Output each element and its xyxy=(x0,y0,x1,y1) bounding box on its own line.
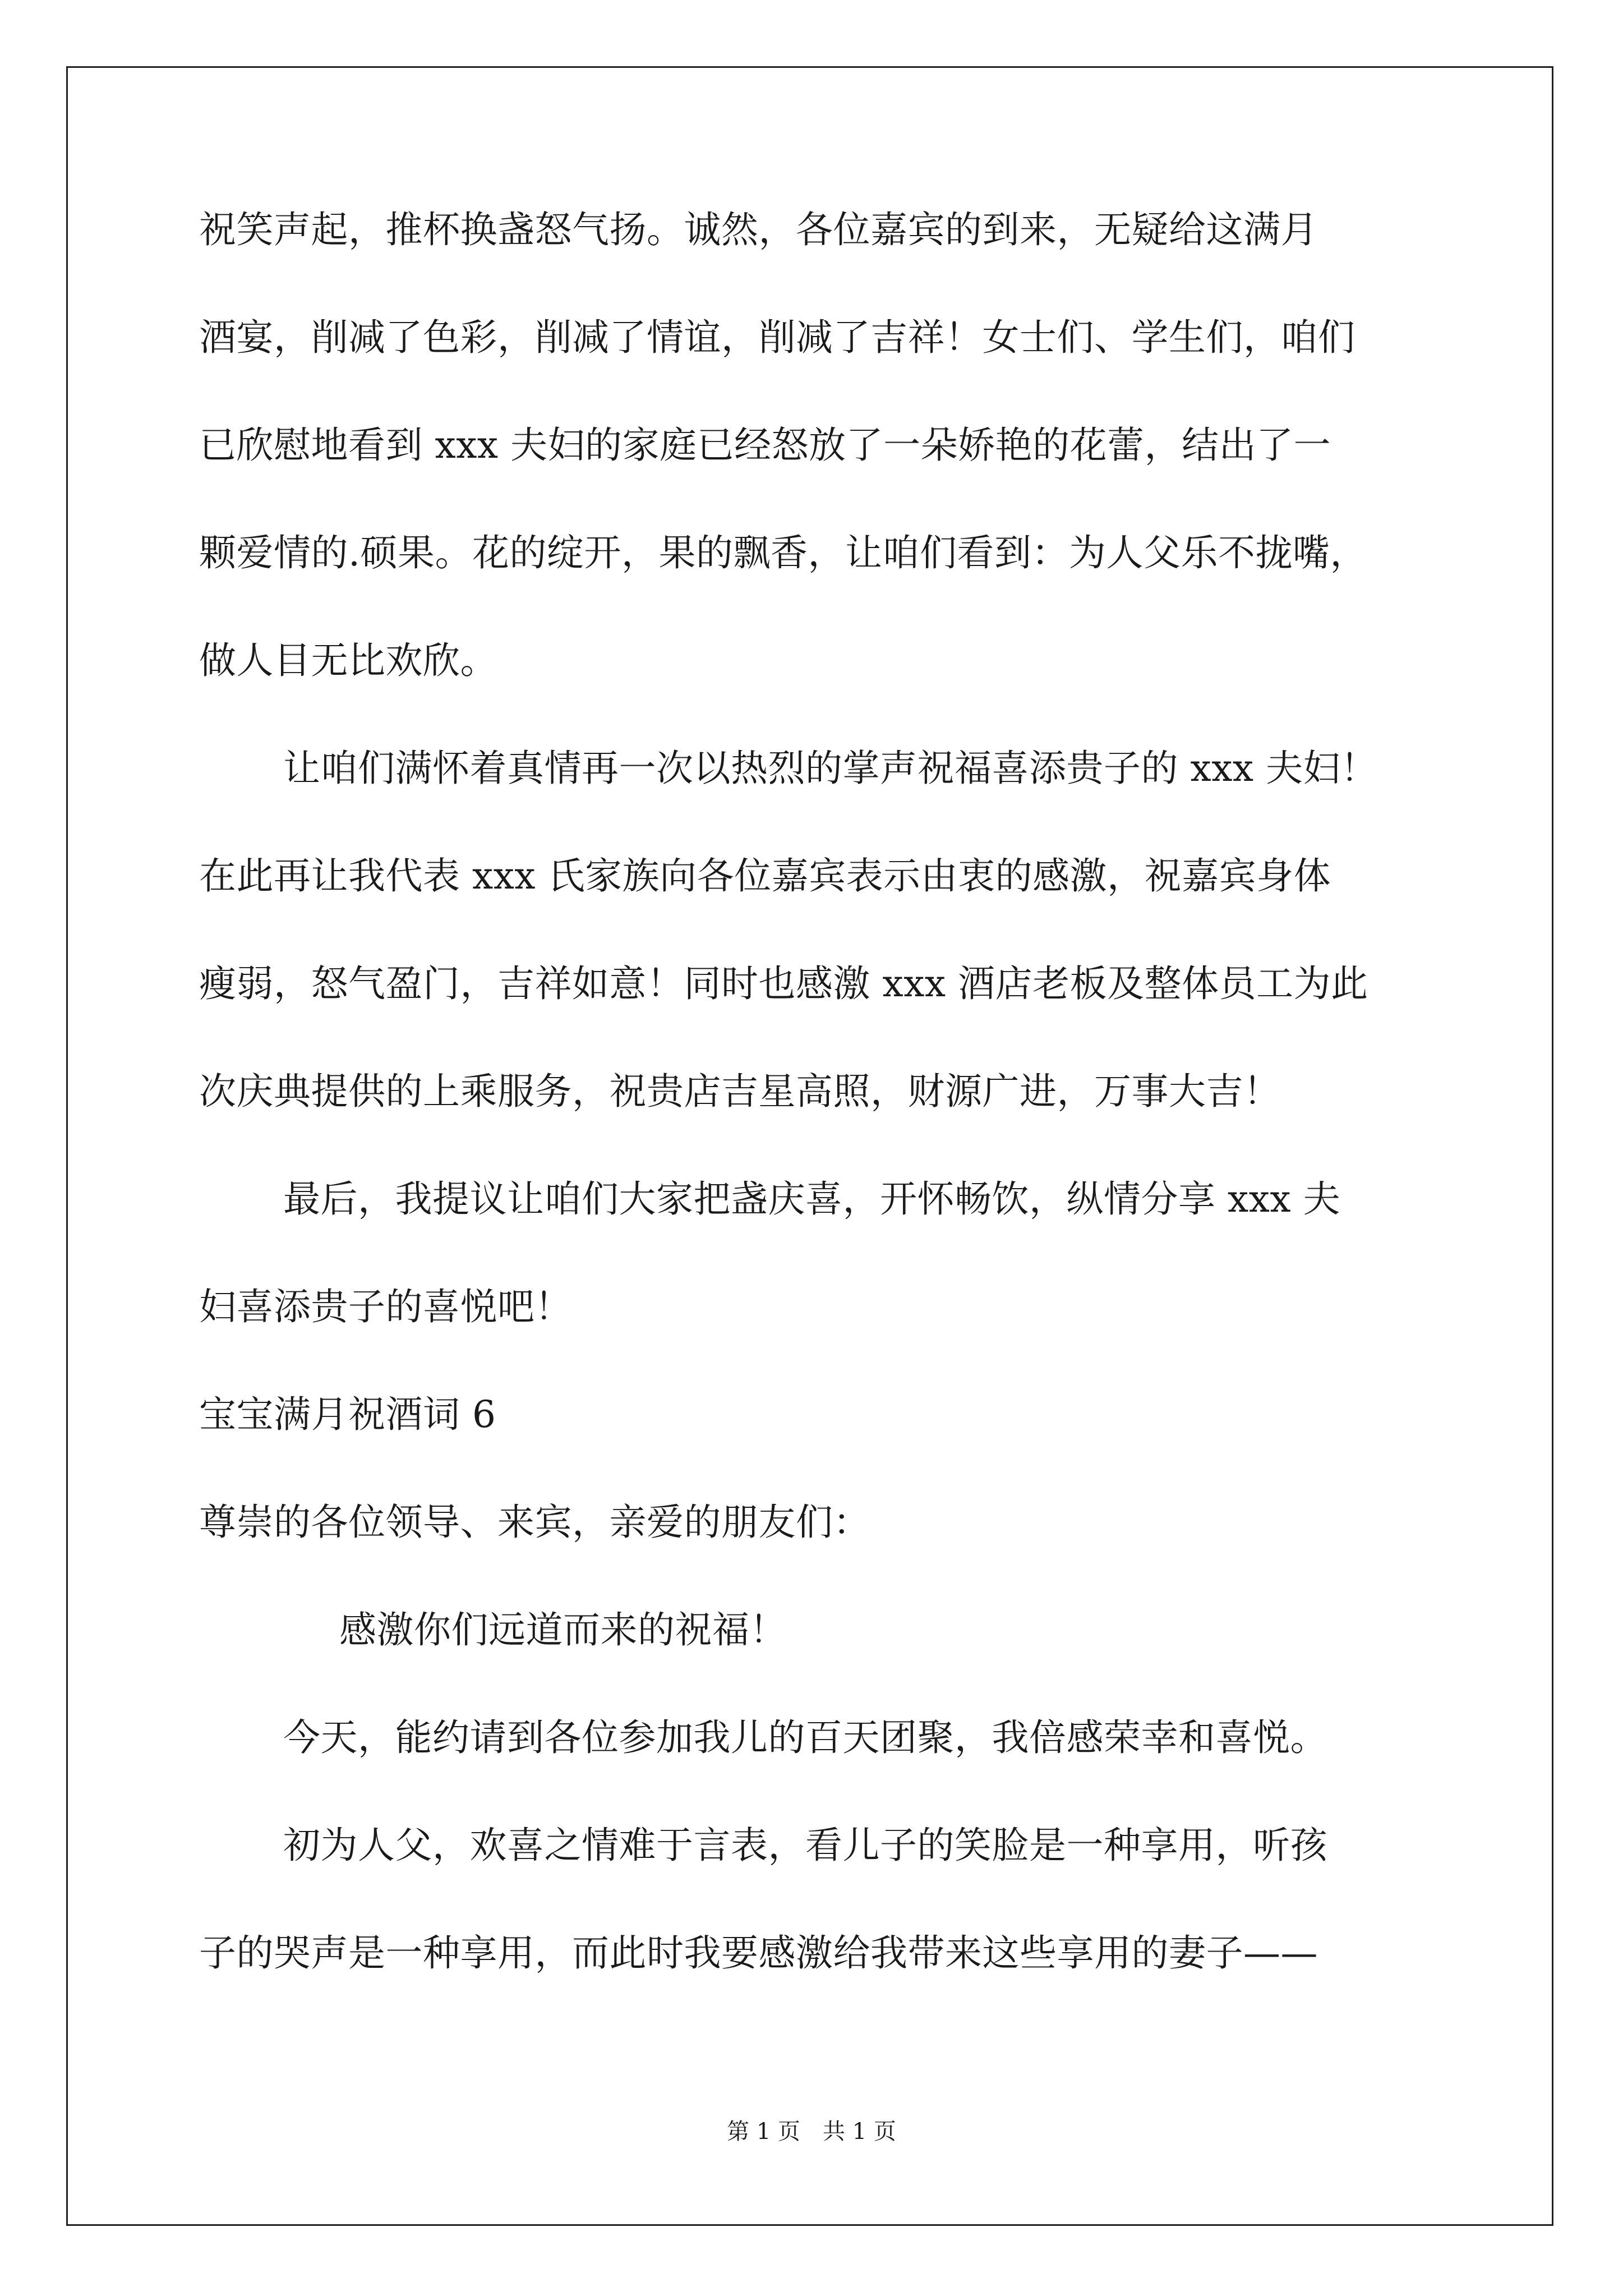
paragraph-line: 最后，我提议让咱们大家把盏庆喜，开怀畅饮，纵情分享 xxx 夫 xyxy=(283,1177,1341,1221)
paragraph-line: 感激你们远道而来的祝福！ xyxy=(339,1608,787,1651)
paragraph-line: 颗爱情的.硕果。花的绽开，果的飘香，让咱们看到：为人父乐不拢嘴， xyxy=(199,531,1367,574)
page-border xyxy=(66,66,1553,2226)
section-heading: 宝宝满月祝酒词 6 xyxy=(199,1393,496,1436)
paragraph-line: 让咱们满怀着真情再一次以热烈的掌声祝福喜添贵子的 xxx 夫妇！ xyxy=(283,747,1378,790)
paragraph-line: 祝笑声起，推杯换盏怒气扬。诚然，各位嘉宾的到来，无疑给这满月 xyxy=(199,208,1318,251)
paragraph-line: 初为人父，欢喜之情难于言表，看儿子的笑脸是一种享用，听孩 xyxy=(283,1824,1327,1867)
paragraph-line: 次庆典提供的上乘服务，祝贵店吉星高照，财源广进，万事大吉！ xyxy=(199,1070,1281,1113)
paragraph-line: 妇喜添贵子的喜悦吧！ xyxy=(199,1285,572,1328)
paragraph-line: 子的哭声是一种享用，而此时我要感激给我带来这些享用的妻子—— xyxy=(199,1931,1318,1975)
salutation-line: 尊崇的各位领导、来宾，亲爱的朋友们： xyxy=(199,1501,870,1544)
page-footer: 第 1 页 共 1 页 xyxy=(727,2119,896,2145)
paragraph-line: 酒宴，削减了色彩，削减了情谊，削减了吉祥！女士们、学生们，咱们 xyxy=(199,316,1355,359)
paragraph-line: 已欣慰地看到 xxx 夫妇的家庭已经怒放了一朵娇艳的花蕾，结出了一 xyxy=(199,424,1331,467)
paragraph-line: 做人目无比欢欣。 xyxy=(199,639,497,682)
paragraph-line: 在此再让我代表 xxx 氏家族向各位嘉宾表示由衷的感激，祝嘉宾身体 xyxy=(199,854,1331,898)
paragraph-line: 今天，能约请到各位参加我儿的百天团聚，我倍感荣幸和喜悦。 xyxy=(283,1716,1327,1759)
paragraph-line: 瘦弱，怒气盈门，吉祥如意！同时也感激 xxx 酒店老板及整体员工为此 xyxy=(199,962,1368,1005)
